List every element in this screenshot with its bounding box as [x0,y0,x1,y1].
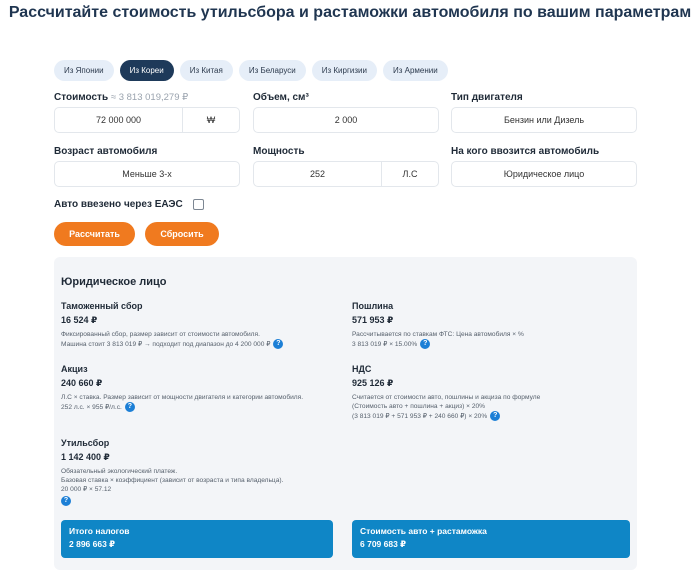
age-select[interactable]: Меньше 3-х [54,161,240,187]
customs-fee-item [61,301,283,349]
excise-desc-line1: Л.С × ставка. Размер зависит от мощности двигателя и категории автомобиля. [61,394,304,401]
tab-korea[interactable]: Из Кореи [120,60,174,81]
cost-field [54,107,240,133]
total-cost-card [352,520,630,558]
total-taxes-value: 2 896 663 ₽ [69,539,116,549]
vat-desc-line1: Считается от стоимости авто, пошлины и акциза по формуле [352,394,541,401]
total-taxes-card [61,520,333,558]
power-input[interactable]: 252 [254,162,382,186]
duty-item [352,301,524,349]
eaes-label: Авто ввезено через ЕАЭС [54,199,183,210]
recycling-help-row [61,494,283,506]
tab-belarus[interactable]: Из Беларуси [239,60,306,81]
question-circle-icon[interactable]: ? [490,411,500,421]
recycling-value: 1 142 400 ₽ [61,452,110,462]
recycling-desc [61,467,283,506]
country-tabs [54,60,448,81]
question-circle-icon[interactable]: ? [273,339,283,349]
vat-desc-line3-text: (3 813 019 ₽ + 571 953 ₽ + 240 660 ₽) × 20% [352,412,488,420]
cost-label [54,92,188,103]
customs-fee-desc-line2 [61,339,283,349]
recycling-desc-line3: 20 000 ₽ × 57.12 [61,486,112,493]
question-circle-icon[interactable]: ? [61,496,71,506]
total-cost-label: Стоимость авто + растаможка [360,526,487,536]
tab-armenia[interactable]: Из Армении [383,60,448,81]
customs-fee-desc-line2-text: Машина стоит 3 813 019 ₽ → подходит под диапазон до 4 200 000 ₽ [61,340,271,348]
power-field [253,161,439,187]
recycling-title: Утильсбор [61,438,110,448]
duty-desc [352,330,524,349]
recycling-desc-line1: Обязательный экологический платеж. [61,468,178,475]
eaes-checkbox[interactable] [193,199,204,210]
vat-desc [352,393,540,421]
excise-desc-line2 [61,402,303,412]
excise-desc [61,393,303,412]
excise-value: 240 660 ₽ [61,378,103,388]
duty-desc-line2-text: 3 813 019 ₽ × 15.00% [352,340,418,348]
vat-value: 925 126 ₽ [352,378,394,388]
excise-item [61,364,303,412]
currency-select[interactable]: ₩ [206,115,216,125]
recycling-item [61,438,283,506]
duty-desc-line1: Рассчитывается по ставкам ФТС: Цена автомобиля × % [352,331,524,338]
excise-desc-line2-text: 252 л.с. × 955 ₽/л.с. [61,403,122,411]
question-circle-icon[interactable]: ? [420,339,430,349]
volume-input[interactable]: 2 000 [253,107,439,133]
reset-button[interactable]: Сбросить [145,222,219,246]
results-title: Юридическое лицо [61,276,167,288]
importer-select[interactable]: Юридическое лицо [451,161,637,187]
volume-label: Объем, см³ [253,92,309,103]
tab-kyrgyzstan[interactable]: Из Киргизии [312,60,377,81]
customs-fee-title: Таможенный сбор [61,301,143,311]
tab-japan[interactable]: Из Японии [54,60,114,81]
customs-fee-desc-line1: Фиксированный сбор, размер зависит от стоимости автомобиля. [61,331,260,338]
power-label: Мощность [253,146,305,157]
recycling-desc-line2: Базовая ставка × коэффициент (зависит от возраста и типа владельца). [61,477,284,484]
customs-fee-desc [61,330,283,349]
vat-desc-line2: (Стоимость авто + пошлина + акциз) × 20% [352,403,486,410]
tab-china[interactable]: Из Китая [180,60,233,81]
cost-label-text: Стоимость [54,92,109,103]
excise-title: Акциз [61,364,88,374]
vat-item [352,364,540,421]
engine-select[interactable]: Бензин или Дизель [451,107,637,133]
cost-converted: ≈ 3 813 019,279 ₽ [110,92,189,103]
total-taxes-label: Итого налогов [69,526,130,536]
importer-label: На кого ввозится автомобиль [451,146,600,157]
age-label: Возраст автомобиля [54,146,158,157]
vat-title: НДС [352,364,372,374]
vat-desc-line3 [352,411,540,421]
eaes-row [54,199,204,210]
total-cost-value: 6 709 683 ₽ [360,539,407,549]
customs-fee-value: 16 524 ₽ [61,315,98,325]
page-title: Рассчитайте стоимость утильсбора и растаможки автомобиля по вашим параметрам [8,4,692,21]
power-unit-select[interactable]: Л.С [402,169,418,179]
engine-label: Тип двигателя [451,92,523,103]
duty-title: Пошлина [352,301,394,311]
calculate-button[interactable]: Рассчитать [54,222,135,246]
results-panel [54,257,637,570]
duty-desc-line2 [352,339,524,349]
question-circle-icon[interactable]: ? [125,402,135,412]
duty-value: 571 953 ₽ [352,315,394,325]
cost-input[interactable]: 72 000 000 [55,108,183,132]
